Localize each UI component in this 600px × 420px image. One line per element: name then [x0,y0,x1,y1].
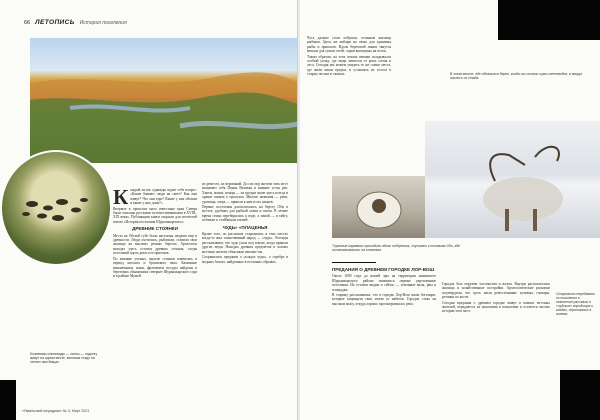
reindeer-herd-photo [0,150,112,266]
heading-lor-vosh: ПРЕДАНИЯ О ДРЕВНЕМ ГОРОДКЕ ЛОР-ВОШ [332,267,435,272]
ancient-sites-paragraph-1: Места на Обской губе были населены людьми еще в древности. Люди охотились, рыбачили, ставили свои жилища на высоких речных берегах. Археологи находят здесь остатки древних стоянок, следы поселений вдоль реки и ее притоков. [113,233,197,256]
intro-paragraph [113,185,197,209]
tundra-landscape-photo [30,38,298,163]
boat-photo [332,176,427,238]
reindeer-photo [425,121,600,238]
sidebar-note: Старожилы передавали из поколения в поколение рассказы о «чудских» городищах и кладах, спрятанных в холмах. [556,292,595,317]
column2-paragraph-1: их ремесел, их верований. До сих пор жители этих мест называют себя Пермь Великая и нижние устья рек. Ханты, манси, ненцы — их предки жили здесь всегда и хранят память о прошлом. Многие названия — реки, урочища, озера — пришли к нам из их языков. [202,182,288,204]
page-number: 66 [24,20,31,26]
heading-ancient-sites: ДРЕВНИЕ СТОЯНКИ [132,226,178,232]
drop-cap: К [113,185,129,209]
caption-deer: В этом месте, где обнажился берег, когда-то стояли чумы оленеводов, а вокруг паслись их стада. [450,72,583,81]
lor-vosh-paragraph-1: Около 1000 года до нашей эры на территории нынешнего Шурышкарского района появились первые укрепленные поселения. Их остатки видны и сейчас — земляные валы, рвы и площадки. [332,274,436,292]
left-page [0,0,298,420]
left-column-1 [113,185,197,280]
left-column-2 [202,182,288,265]
right-lower-column-2 [442,282,550,315]
intro-body: Впервые в прошлом мало известные края Севера были описаны русскими путешественниками в XVIII–XIX веках. Публикации книги открыли для читателей землю «История поселения Шурышкарского». [113,206,197,224]
lor-vosh-paragraph-4: Сегодня предания о древнем городке живут в памяти местных жителей, передаются из поколения в поколение и остаются частью истории этих мест. [442,300,550,314]
section-title: ЛЕТОПИСЬ [35,19,75,26]
page-header [24,19,127,26]
black-accent-bottom [560,370,600,420]
right-paragraph-2: Таким образом, на этих землях веками складывался особый уклад, где люди зависели от реки, оленя и леса. Сегодня мы можем увидеть те же самые места, где жили наши предки, и услышать их голоса в старых песнях и сказках. [307,54,391,77]
section-rule [332,262,376,263]
chud-paragraph-2: Сохранились предания о «кладах чуди», о серебре и медных бляхах, найденных в песчаных обрывах. [202,255,288,264]
chud-paragraph-1: Кроме того, по рассказам старожилов, в этих местах когда-то жил таинственный народ — «чудь». Легенды рассказывают, что чудь ушла под землю, когда пришли другие люди. Находки древних предметов в холмах местные жители объясняли именно так. [202,232,288,254]
black-accent-top [498,0,600,40]
lor-vosh-paragraph-3: Городок был окружен частоколом и валом. Внутри располагались жилища и хозяйственные постройки. Археологические раскопки подтвердили, что здесь жили ремесленники: кузнецы, гончары, резчики по кости. [442,282,550,300]
black-accent-left [0,380,16,420]
column2-paragraph-2: Первые поселения располагались на берегу Оби в местах, удобных для рыбной ловли и охоты. В летнее время семьи перебирались к воде, а зимой — в тайгу, поближе к стойбищам оленей. [202,205,288,223]
ancient-sites-paragraph-2: По мнению ученых, многие стоянки появились в период неолита и бронзового века. Каменные наконечники, ножи, фрагменты посуды найдены в береговых обнажениях севернее Шурышкарского сора и в районе Мужей. [113,256,197,279]
publication-footer: «Ямальский меридиан» № 3, Март 2021 [22,409,90,413]
right-paragraph-1: Чуть дальше стоят избушки, сезонные жилища рыбаков. Здесь же амбары на сваях для хранения рыбы и припасов. Вдоль береговой линии тянутся вешала для сушки сетей, лодки вытащены на песок. [307,36,391,54]
heading-chud: ЧУДЬ» «ПЛАЦЕНЬЯ [222,224,268,230]
right-column-1 [307,36,391,78]
section-subtitle: История поселения [79,20,127,26]
intro-lead: аждый ли вас однажды задает себе вопрос: «Какие бывают люди на свете? Как они живут? Что они едят? Какие у них обычаи и какие у них дома?» [130,188,197,206]
caption-boat: Торговые караваны проходили вдоль побережья, спускаясь к низовьям Оби, где останавливались на стоянках. [332,244,460,253]
caption-reindeer: Кочевники-оленеводы — ханты — подолгу живут на одном месте, выпасая стадо на летних пастбищах. [30,352,98,365]
lor-vosh-paragraph-2: В старину рассказывали, что в городке Лор-Вош жили богатыри, которые защищали свои земли от набегов. Городок стоял на высоком мысу, откуда хорошо просматривалась река. [332,293,436,306]
right-lower-column-1 [332,265,436,307]
